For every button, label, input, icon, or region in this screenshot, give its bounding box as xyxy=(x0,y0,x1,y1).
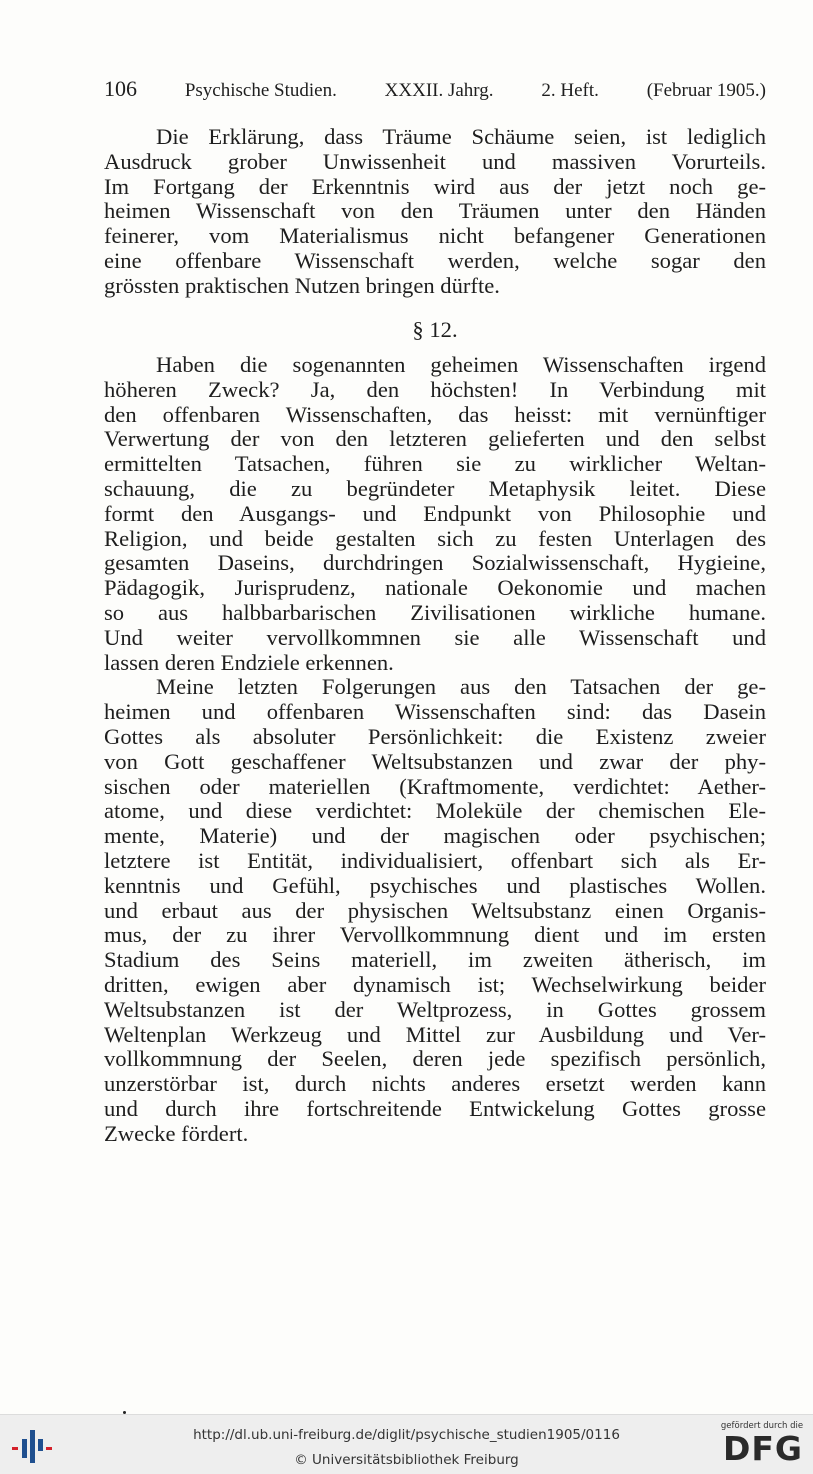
text-line: heimen und offenbaren Wissenschaften sind: das Dasein xyxy=(104,700,766,725)
text-line: Weltsubstanzen ist der Weltprozess, in Gottes grossem xyxy=(104,997,766,1022)
issue-label: 2. Heft. xyxy=(541,80,599,101)
text-line: Religion, und beide gestalten sich zu festen Unterlagen des xyxy=(104,526,766,551)
text-line: schauung, die zu begründeter Metaphysik leitet. Diese xyxy=(104,476,766,501)
text-line: Pädagogik, Jurisprudenz, nationale Oekonomie und machen xyxy=(104,576,766,601)
text-line: den offenbaren Wissenschaften, das heisst: mit vernünftiger xyxy=(104,402,766,427)
text-line: unzerstörbar ist, durch nichts anderes ersetzt werden kann xyxy=(104,1072,766,1097)
text-line: und erbaut aus der physischen Weltsubstanz einen Organis- xyxy=(104,898,766,923)
text-line: Im Fortgang der Erkenntnis wird aus der jetzt noch ge- xyxy=(104,174,766,199)
text-line: kenntnis und Gefühl, psychisches und plastisches Wollen. xyxy=(104,873,766,898)
text-line: mus, der zu ihrer Vervollkommnung dient und im ersten xyxy=(104,923,766,948)
text-line: Verwertung der von den letzteren gelieferten und den selbst xyxy=(104,427,766,452)
volume-label: XXXII. Jahrg. xyxy=(384,80,494,101)
text-line: und durch ihre fortschreitende Entwickelung Gottes grosse xyxy=(104,1096,766,1121)
issue-date: (Februar 1905.) xyxy=(646,80,766,101)
text-line: Haben die sogenannten geheimen Wissenschaften irgend xyxy=(156,353,766,377)
text-line: dritten, ewigen aber dynamisch ist; Wechselwirkung beider xyxy=(104,972,766,997)
text-line: Und weiter vervollkommnen sie alle Wissenschaft und xyxy=(104,625,766,650)
text-line: Meine letzten Folgerungen aus den Tatsachen der ge- xyxy=(156,675,766,700)
text-line: höheren Zweck? Ja, den höchsten! In Verbindung mit xyxy=(104,377,766,402)
text-line: atome, und diese verdichtet: Moleküle der chemischen Ele- xyxy=(104,799,766,824)
page-number: 106 xyxy=(104,76,137,101)
text-line: Ausdruck grober Unwissenheit und massiven Vorurteils. xyxy=(104,149,766,174)
text-line: Stadium des Seins materiell, im zweiten ätherisch, im xyxy=(104,948,766,973)
section-12-body xyxy=(104,353,766,1147)
permalink-url[interactable]: http://dl.ub.uni-freiburg.de/diglit/psychische_studien1905/0116 xyxy=(193,1427,620,1443)
text-line: Zwecke fördert. xyxy=(104,1121,249,1146)
journal-title: Psychische Studien. xyxy=(184,80,337,101)
text-line: eine offenbare Wissenschaft werden, welche sogar den xyxy=(104,248,766,273)
running-header xyxy=(104,76,766,102)
text-line: Weltenplan Werkzeug und Mittel zur Ausbildung und Ver- xyxy=(104,1022,766,1047)
dfg-logo-icon: DFG xyxy=(722,1429,804,1468)
text-line: lassen deren Endziele erkennen. xyxy=(104,650,394,675)
text-line: so aus halbbarbarischen Zivilisationen wirkliche humane. xyxy=(104,600,766,625)
section-heading: § 12. xyxy=(412,318,458,342)
text-line: feinerer, vom Materialismus nicht befangener Generationen xyxy=(104,224,766,249)
text-line: gesamten Daseins, durchdringen Sozialwissenschaft, Hygieine, xyxy=(104,551,766,576)
text-line: formt den Ausgangs- und Endpunkt von Philosophie und xyxy=(104,501,766,526)
text-line: heimen Wissenschaft von den Träumen unter den Händen xyxy=(104,199,766,224)
text-line: grössten praktischen Nutzen bringen dürfte. xyxy=(104,273,500,298)
paragraph-dreams xyxy=(104,125,766,299)
text-line: ermittelten Tatsachen, führen sie zu wirklicher Weltan- xyxy=(104,452,766,477)
copyright-notice: © Universitätsbibliothek Freiburg xyxy=(294,1452,519,1468)
dfg-logo xyxy=(716,1421,808,1469)
text-line: Gottes als absoluter Persönlichkeit: die Existenz zweier xyxy=(104,724,766,749)
text-line: sischen oder materiellen (Kraftmomente, verdichtet: Aether- xyxy=(104,774,766,799)
viewer-footer xyxy=(0,1414,813,1474)
text-line: mente, Materie) und der magischen oder psychischen; xyxy=(104,824,766,849)
text-line: letztere ist Entität, individualisiert, offenbart sich als Er- xyxy=(104,848,766,873)
section-heading-container xyxy=(104,318,766,343)
text-line: vollkommnung der Seelen, deren jede spezifisch persönlich, xyxy=(104,1047,766,1072)
text-line: von Gott geschaffener Weltsubstanzen und zwar der phy- xyxy=(104,749,766,774)
text-line: Die Erklärung, dass Träume Schäume seien, ist lediglich xyxy=(156,125,766,149)
dfg-caption: gefördert durch die xyxy=(720,1421,804,1431)
